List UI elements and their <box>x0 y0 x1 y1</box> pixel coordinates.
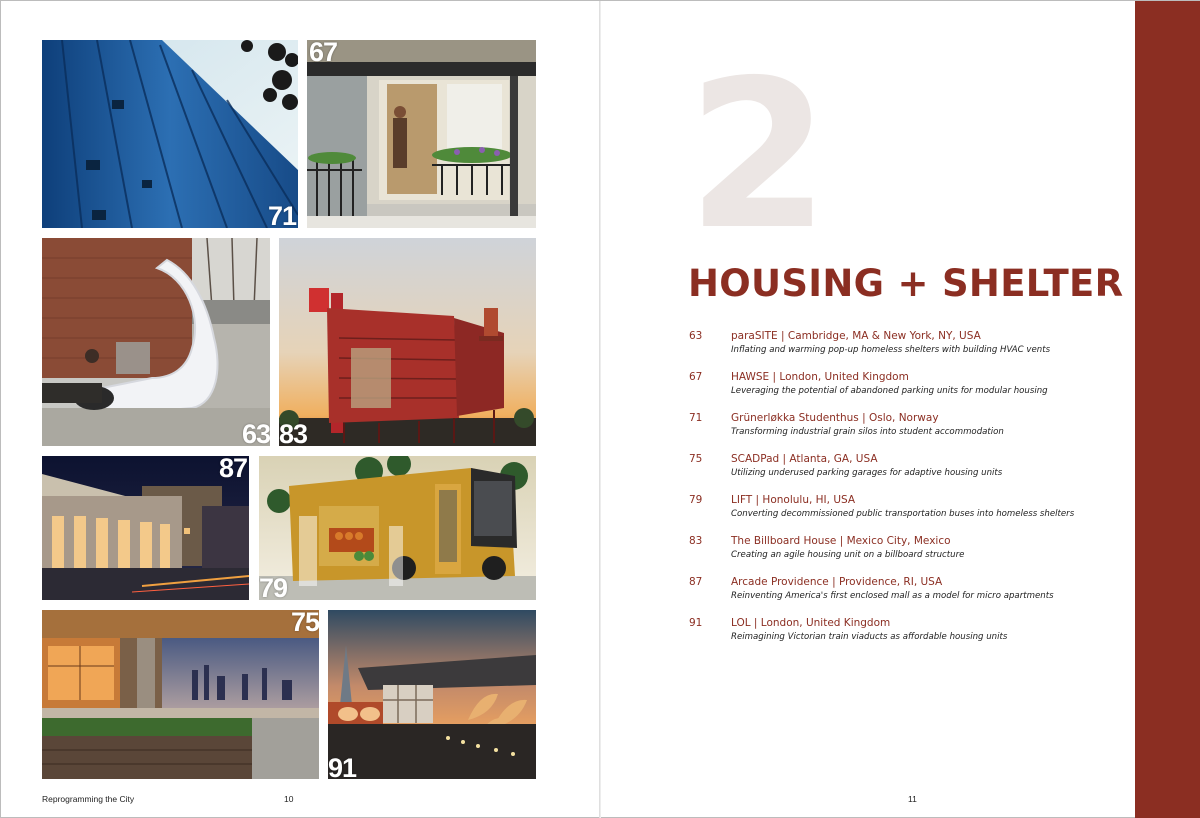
photo-page-number: 91 <box>328 753 357 779</box>
entry-description: Leveraging the potential of abandoned parking units for modular housing <box>731 386 1048 396</box>
photo-parking-garage-image <box>42 610 319 779</box>
entry-title: The Billboard House | Mexico City, Mexico <box>731 535 951 547</box>
contents-entry[interactable] <box>689 411 1119 452</box>
photo-parking-unit-image <box>307 40 536 228</box>
contents-entry[interactable] <box>689 616 1119 657</box>
entry-page-number: 71 <box>689 412 703 424</box>
book-title-footer: Reprogramming the City <box>42 794 135 804</box>
photo-viaduct-housing <box>328 610 536 779</box>
photo-page-number: 79 <box>259 573 288 600</box>
photo-inflatable-shelter-image <box>42 238 270 446</box>
entry-description: Creating an agile housing unit on a billboard structure <box>731 550 965 560</box>
entry-page-number: 79 <box>689 494 703 506</box>
photo-page-number: 67 <box>309 40 338 67</box>
entry-title: LIFT | Honolulu, HI, USA <box>731 494 856 506</box>
photo-parking-unit <box>307 40 536 228</box>
entry-title: LOL | London, United Kingdom <box>731 617 891 629</box>
entry-description: Transforming industrial grain silos into student accommodation <box>731 427 1004 437</box>
entry-page-number: 67 <box>689 371 703 383</box>
entry-description: Utilizing underused parking garages for adaptive housing units <box>731 468 1003 478</box>
photo-viaduct-housing-image <box>328 610 536 779</box>
entry-description: Inflating and warming pop-up homeless shelters with building HVAC vents <box>731 345 1051 355</box>
photo-silo-image <box>42 40 298 228</box>
photo-billboard-house-image <box>279 238 536 446</box>
photo-yellow-bus-image <box>259 456 536 600</box>
contents-entry[interactable] <box>689 329 1119 370</box>
section-title: HOUSING + SHELTER <box>688 262 1124 305</box>
photo-page-number: 83 <box>279 419 308 446</box>
photo-billboard-house <box>279 238 536 446</box>
chapter-number: 2 <box>687 37 830 275</box>
photo-page-number: 63 <box>241 419 270 446</box>
entry-title: Arcade Providence | Providence, RI, USA <box>731 576 943 588</box>
contents-entry[interactable] <box>689 370 1119 411</box>
entry-description: Reinventing America's first enclosed mall as a model for micro apartments <box>731 591 1054 601</box>
photo-silo-building <box>42 40 298 228</box>
photo-inflatable-shelter <box>42 238 270 446</box>
entry-page-number: 87 <box>689 576 703 588</box>
page-gutter <box>599 1 601 818</box>
left-page-number: 10 <box>284 794 294 804</box>
entry-description: Converting decommissioned public transportation buses into homeless shelters <box>731 509 1075 519</box>
contents-entry[interactable] <box>689 452 1119 493</box>
photo-arcade-night <box>42 456 249 600</box>
entry-page-number: 75 <box>689 453 703 465</box>
entry-title: Grünerløkka Studenthus | Oslo, Norway <box>731 412 939 424</box>
photo-page-number: 75 <box>290 610 319 637</box>
entry-title: SCADPad | Atlanta, GA, USA <box>731 453 878 465</box>
photo-page-number: 87 <box>218 456 247 483</box>
photo-parking-garage <box>42 610 319 779</box>
right-page-number: 11 <box>908 794 917 804</box>
entry-description: Reimagining Victorian train viaducts as affordable housing units <box>731 632 1008 642</box>
photo-arcade-night-image <box>42 456 249 600</box>
entry-page-number: 83 <box>689 535 703 547</box>
entry-title: HAWSE | London, United Kingdom <box>731 371 909 383</box>
contents-entry[interactable] <box>689 493 1119 534</box>
photo-page-number: 71 <box>267 201 296 228</box>
contents-entry[interactable] <box>689 534 1119 575</box>
chapter-color-band <box>1135 1 1200 818</box>
photo-yellow-bus <box>259 456 536 600</box>
entry-page-number: 91 <box>689 617 703 629</box>
contents-entry[interactable] <box>689 575 1119 616</box>
entry-title: paraSITE | Cambridge, MA & New York, NY, USA <box>731 330 981 342</box>
contents-list <box>689 329 1119 657</box>
entry-page-number: 63 <box>689 330 703 342</box>
